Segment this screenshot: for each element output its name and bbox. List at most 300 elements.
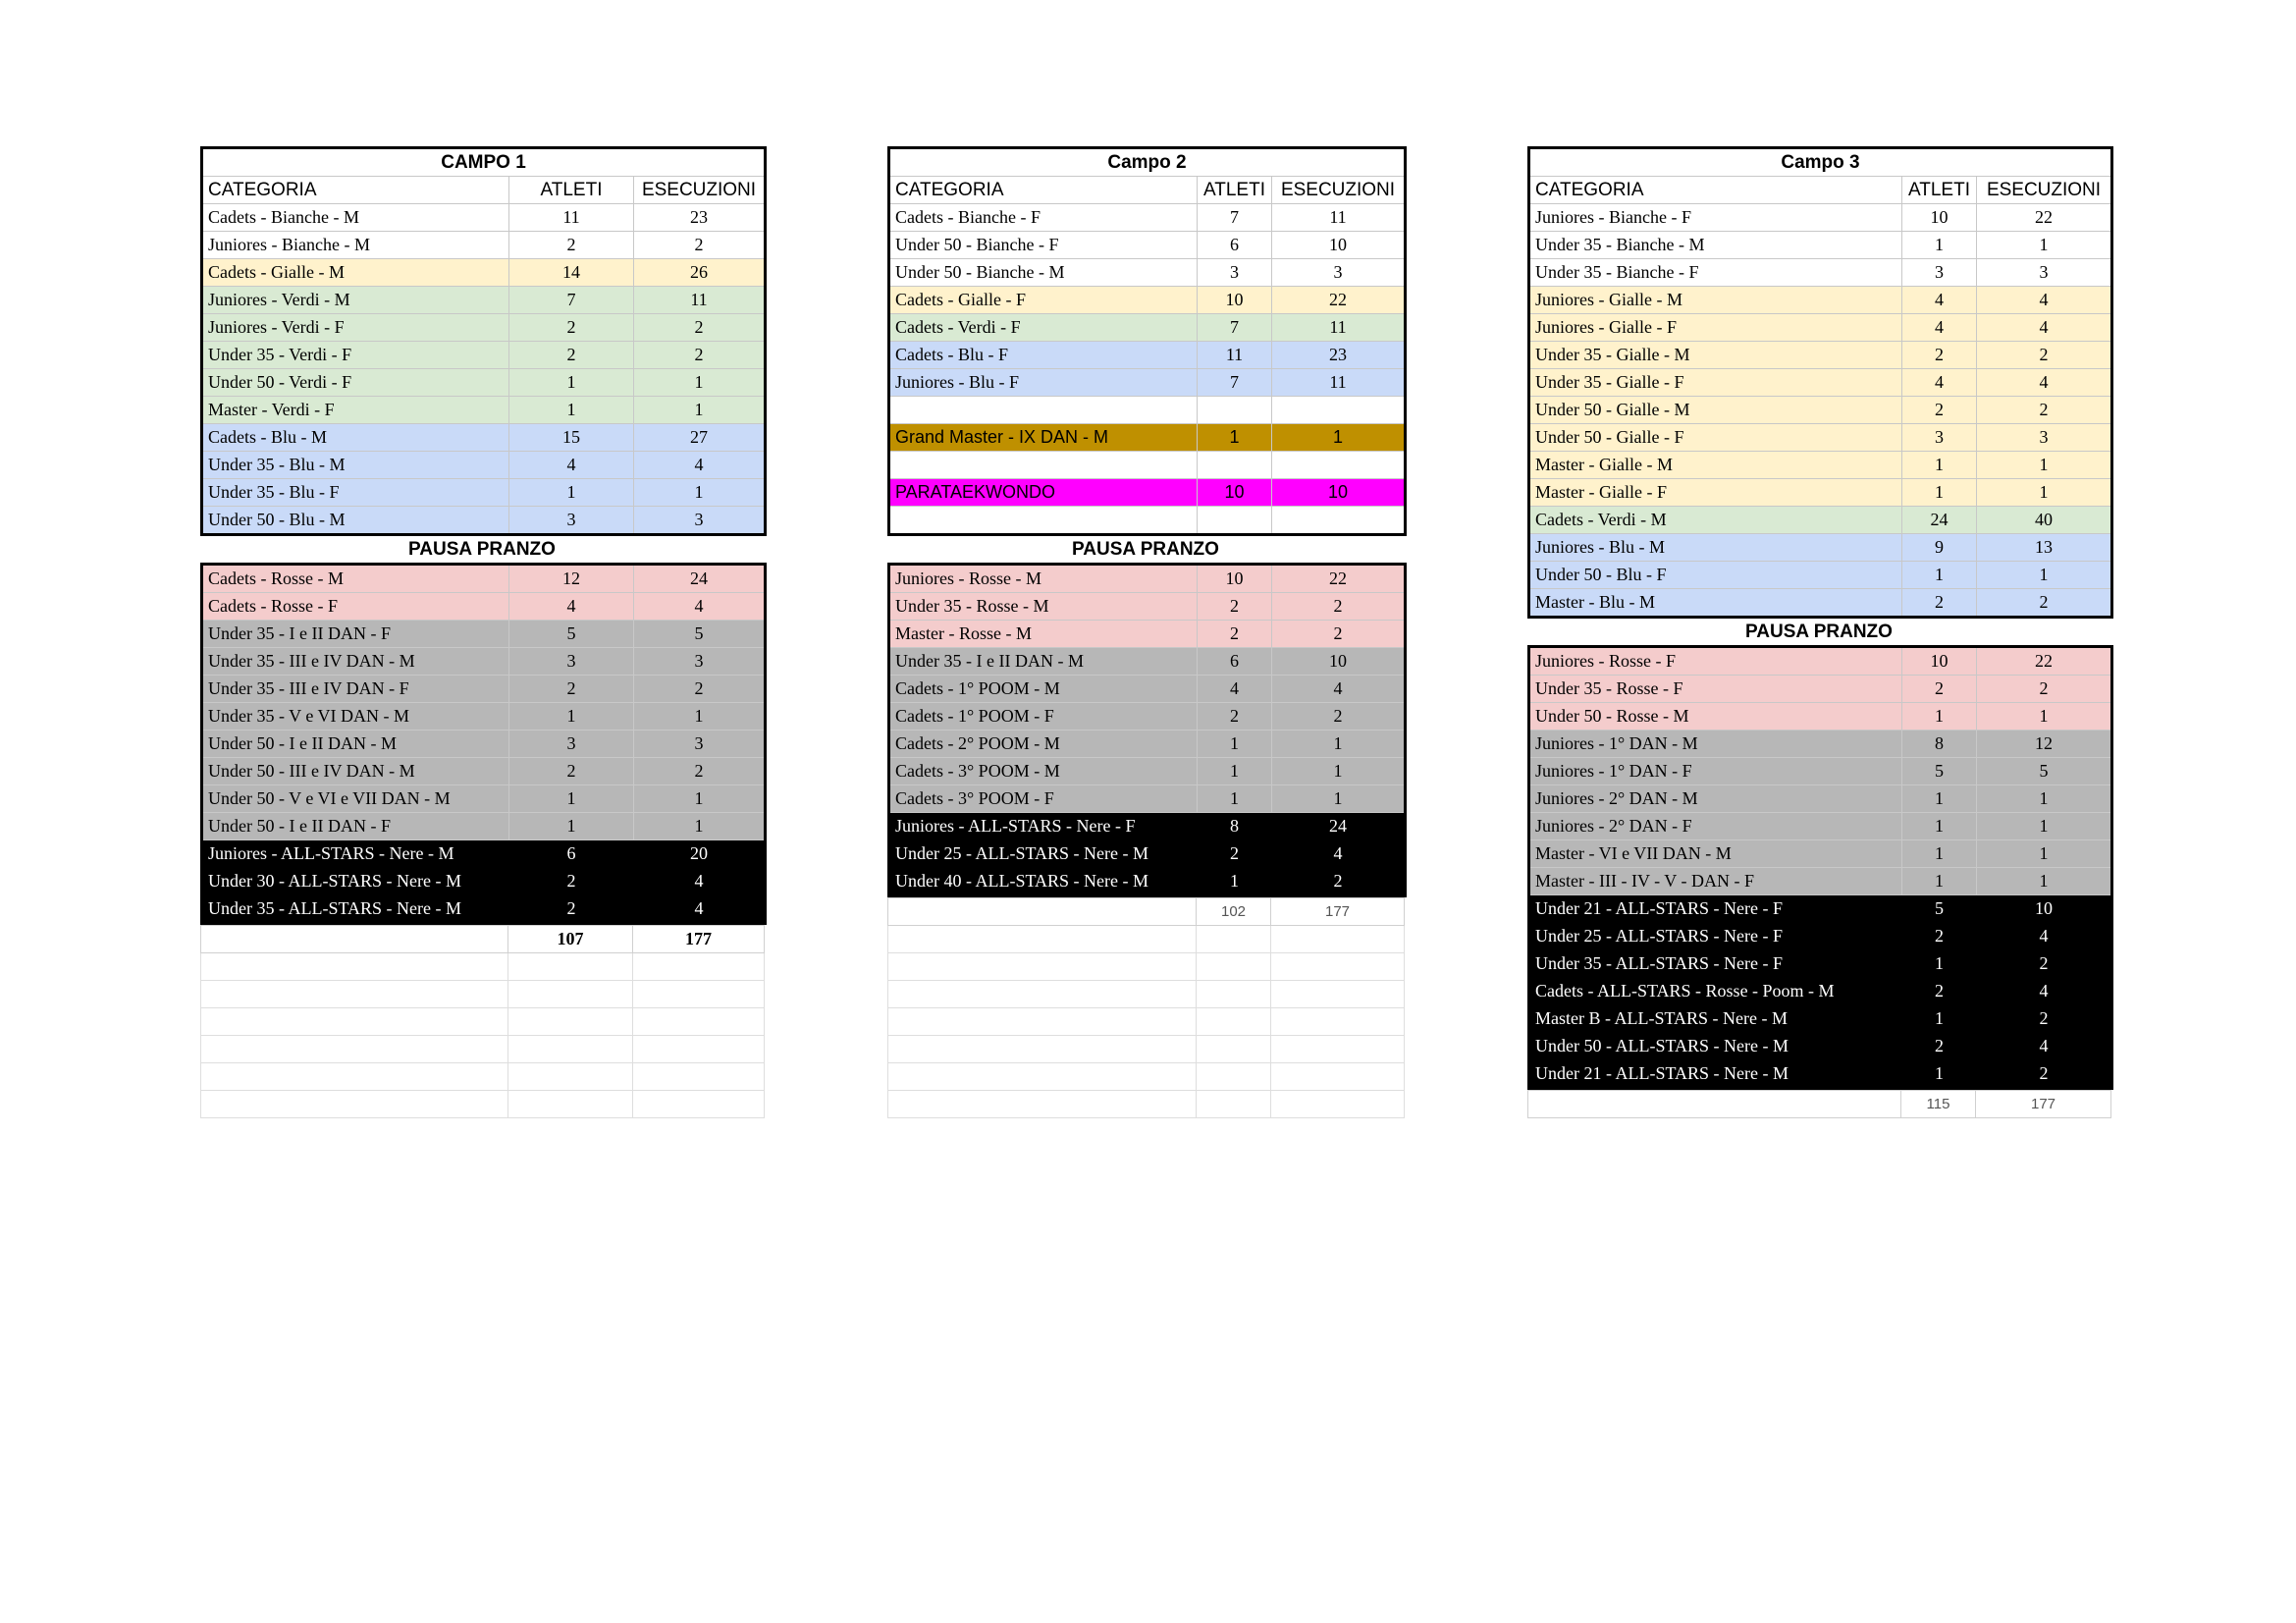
table-row: [889, 204, 1406, 232]
table-row: [889, 342, 1406, 369]
esecuzioni-cell: 5: [1977, 758, 2112, 785]
atleti-cell: 8: [1198, 813, 1272, 840]
category-cell: [889, 397, 1198, 424]
campo-2-morning-table: [887, 146, 1407, 536]
category-cell: Cadets - Bianche - M: [202, 204, 509, 232]
atleti-cell: 15: [509, 424, 634, 452]
esecuzioni-cell: 4: [1977, 314, 2112, 342]
esecuzioni-cell: 2: [634, 232, 766, 259]
esecuzioni-cell: [1272, 507, 1406, 535]
category-cell: Juniores - Bianche - M: [202, 232, 509, 259]
table-row: [889, 232, 1406, 259]
category-cell: Under 35 - ALL-STARS - Nere - M: [202, 895, 509, 924]
campo-2-afternoon-table: [887, 563, 1407, 897]
esecuzioni-cell: 3: [1272, 259, 1406, 287]
esecuzioni-cell: 1: [1977, 868, 2112, 895]
esecuzioni-cell: 2: [634, 676, 766, 703]
atleti-cell: 1: [1902, 868, 1977, 895]
table-row: [1529, 758, 2112, 785]
table-row: [1529, 287, 2112, 314]
atleti-cell: 2: [1198, 593, 1272, 621]
esecuzioni-cell: 27: [634, 424, 766, 452]
category-cell: Under 35 - Bianche - M: [1529, 232, 1902, 259]
category-cell: Under 35 - I e II DAN - M: [889, 648, 1198, 676]
category-cell: PARATAEKWONDO: [889, 479, 1198, 507]
esecuzioni-cell: 22: [1977, 647, 2112, 676]
table-row: [202, 565, 766, 593]
campo-3-afternoon-table: [1527, 645, 2113, 1090]
category-cell: Juniores - 1° DAN - M: [1529, 730, 1902, 758]
atleti-cell: 3: [509, 730, 634, 758]
esecuzioni-cell: 1: [1977, 840, 2112, 868]
campo-3-pausa-pranzo: PAUSA PRANZO: [1745, 622, 1893, 642]
header-categoria: CATEGORIA: [889, 177, 1198, 204]
table-row: [1529, 703, 2112, 730]
campo-3-schedule: [1527, 146, 2113, 1118]
esecuzioni-cell: 1: [634, 397, 766, 424]
table-row: [889, 813, 1406, 840]
esecuzioni-cell: 2: [1977, 1060, 2112, 1089]
atleti-cell: 9: [1902, 534, 1977, 562]
campo-1-morning-table: [200, 146, 767, 536]
table-row: [889, 676, 1406, 703]
table-row: [1529, 895, 2112, 923]
table-row: [889, 868, 1406, 896]
esecuzioni-cell: 4: [634, 452, 766, 479]
esecuzioni-cell: 1: [634, 785, 766, 813]
category-cell: Cadets - Gialle - M: [202, 259, 509, 287]
table-row: [202, 204, 766, 232]
table-row: [889, 259, 1406, 287]
esecuzioni-cell: 2: [1977, 342, 2112, 369]
atleti-cell: 3: [1902, 259, 1977, 287]
esecuzioni-cell: 4: [1272, 676, 1406, 703]
atleti-cell: 1: [1902, 479, 1977, 507]
category-cell: Master B - ALL-STARS - Nere - M: [1529, 1005, 1902, 1033]
table-row: [1529, 868, 2112, 895]
esecuzioni-cell: 4: [634, 868, 766, 895]
table-row: [1529, 534, 2112, 562]
table-row: [202, 452, 766, 479]
category-cell: Under 50 - V e VI e VII DAN - M: [202, 785, 509, 813]
campo-1-schedule: [200, 146, 767, 1118]
atleti-cell: 2: [509, 868, 634, 895]
category-cell: Cadets - Blu - M: [202, 424, 509, 452]
category-cell: Juniores - Blu - M: [1529, 534, 1902, 562]
esecuzioni-cell: 4: [634, 895, 766, 924]
campo-3-totals: [1527, 1090, 2111, 1118]
esecuzioni-cell: 3: [1977, 424, 2112, 452]
atleti-cell: 1: [509, 397, 634, 424]
total-label-empty: [1528, 1091, 1901, 1118]
table-row: [202, 369, 766, 397]
table-row: [889, 507, 1406, 535]
table-row: [202, 593, 766, 621]
esecuzioni-cell: 3: [634, 507, 766, 535]
category-cell: Cadets - 1° POOM - F: [889, 703, 1198, 730]
table-row: [1529, 452, 2112, 479]
category-cell: Under 50 - Gialle - M: [1529, 397, 1902, 424]
atleti-cell: 2: [1902, 1033, 1977, 1060]
header-esecuzioni: ESECUZIONI: [1977, 177, 2112, 204]
table-row: [889, 424, 1406, 452]
esecuzioni-cell: 4: [1977, 1033, 2112, 1060]
atleti-cell: 1: [1902, 785, 1977, 813]
total-esecuzioni: 177: [1976, 1091, 2111, 1118]
category-cell: Under 35 - III e IV DAN - M: [202, 648, 509, 676]
atleti-cell: 2: [1198, 840, 1272, 868]
atleti-cell: 8: [1902, 730, 1977, 758]
atleti-cell: 4: [1198, 676, 1272, 703]
esecuzioni-cell: 3: [1977, 259, 2112, 287]
table-row: [1529, 369, 2112, 397]
esecuzioni-cell: 3: [634, 648, 766, 676]
esecuzioni-cell: 2: [634, 342, 766, 369]
campo-1-pausa-pranzo: PAUSA PRANZO: [408, 539, 556, 560]
esecuzioni-cell: 40: [1977, 507, 2112, 534]
category-cell: Under 35 - Verdi - F: [202, 342, 509, 369]
table-row: [889, 785, 1406, 813]
campo-2-morning-rows: [889, 204, 1406, 535]
campo-1-totals: [200, 925, 765, 1118]
atleti-cell: 2: [1902, 923, 1977, 950]
esecuzioni-cell: 13: [1977, 534, 2112, 562]
atleti-cell: 1: [509, 369, 634, 397]
category-cell: Under 21 - ALL-STARS - Nere - M: [1529, 1060, 1902, 1089]
campo-2-afternoon-rows: [889, 565, 1406, 896]
atleti-cell: 2: [509, 758, 634, 785]
campo-2-schedule: [887, 146, 1407, 1118]
category-cell: Juniores - Verdi - F: [202, 314, 509, 342]
header-atleti: ATLETI: [1902, 177, 1977, 204]
esecuzioni-cell: 1: [1272, 758, 1406, 785]
atleti-cell: 2: [509, 676, 634, 703]
category-cell: Under 50 - Gialle - F: [1529, 424, 1902, 452]
table-row: [1529, 204, 2112, 232]
category-cell: Cadets - Rosse - M: [202, 565, 509, 593]
esecuzioni-cell: [1272, 452, 1406, 479]
esecuzioni-cell: 22: [1272, 287, 1406, 314]
atleti-cell: 1: [1198, 730, 1272, 758]
atleti-cell: 1: [1902, 703, 1977, 730]
atleti-cell: 4: [1902, 369, 1977, 397]
campo-2-title: Campo 2: [889, 148, 1406, 177]
category-cell: Cadets - 2° POOM - M: [889, 730, 1198, 758]
esecuzioni-cell: [1272, 397, 1406, 424]
atleti-cell: 1: [1902, 452, 1977, 479]
atleti-cell: [1198, 452, 1272, 479]
header-atleti: ATLETI: [1198, 177, 1272, 204]
atleti-cell: [1198, 397, 1272, 424]
atleti-cell: 3: [509, 507, 634, 535]
table-row: [202, 342, 766, 369]
category-cell: Cadets - Rosse - F: [202, 593, 509, 621]
atleti-cell: 1: [1902, 1005, 1977, 1033]
atleti-cell: [1198, 507, 1272, 535]
table-row: [889, 369, 1406, 397]
table-row: [202, 785, 766, 813]
category-cell: Juniores - 2° DAN - M: [1529, 785, 1902, 813]
esecuzioni-cell: 1: [1977, 785, 2112, 813]
category-cell: Under 50 - III e IV DAN - M: [202, 758, 509, 785]
table-row: [202, 314, 766, 342]
table-row: [1529, 647, 2112, 676]
table-row: [1529, 730, 2112, 758]
table-row: [202, 813, 766, 840]
category-cell: Under 35 - Gialle - M: [1529, 342, 1902, 369]
atleti-cell: 6: [509, 840, 634, 868]
total-atleti: 102: [1197, 898, 1271, 926]
category-cell: Cadets - Verdi - F: [889, 314, 1198, 342]
table-row: [202, 895, 766, 924]
category-cell: Master - Rosse - M: [889, 621, 1198, 648]
atleti-cell: 2: [509, 232, 634, 259]
esecuzioni-cell: 2: [634, 314, 766, 342]
esecuzioni-cell: 22: [1272, 565, 1406, 593]
category-cell: Master - Gialle - M: [1529, 452, 1902, 479]
category-cell: Under 50 - Bianche - F: [889, 232, 1198, 259]
category-cell: Juniores - Bianche - F: [1529, 204, 1902, 232]
esecuzioni-cell: 3: [634, 730, 766, 758]
atleti-cell: 1: [1198, 868, 1272, 896]
atleti-cell: 7: [1198, 314, 1272, 342]
esecuzioni-cell: 10: [1272, 232, 1406, 259]
table-row: [1529, 232, 2112, 259]
atleti-cell: 2: [1198, 621, 1272, 648]
table-row: [202, 703, 766, 730]
category-cell: Under 35 - ALL-STARS - Nere - F: [1529, 950, 1902, 978]
esecuzioni-cell: 4: [634, 593, 766, 621]
table-row: [1529, 813, 2112, 840]
atleti-cell: 4: [1902, 287, 1977, 314]
category-cell: Under 50 - Rosse - M: [1529, 703, 1902, 730]
atleti-cell: 1: [1198, 785, 1272, 813]
atleti-cell: 4: [1902, 314, 1977, 342]
category-cell: Under 50 - Bianche - M: [889, 259, 1198, 287]
table-row: [889, 593, 1406, 621]
category-cell: Juniores - ALL-STARS - Nere - M: [202, 840, 509, 868]
esecuzioni-cell: 11: [1272, 314, 1406, 342]
esecuzioni-cell: 11: [1272, 369, 1406, 397]
table-row: [1529, 562, 2112, 589]
table-row: [1529, 589, 2112, 618]
esecuzioni-cell: 4: [1272, 840, 1406, 868]
table-row: [1529, 479, 2112, 507]
category-cell: Cadets - 3° POOM - M: [889, 758, 1198, 785]
table-row: [202, 676, 766, 703]
category-cell: Under 40 - ALL-STARS - Nere - M: [889, 868, 1198, 896]
category-cell: Juniores - Gialle - M: [1529, 287, 1902, 314]
esecuzioni-cell: 2: [1977, 1005, 2112, 1033]
campo-1-morning-rows: [202, 204, 766, 535]
table-row: [1529, 840, 2112, 868]
atleti-cell: 3: [1198, 259, 1272, 287]
esecuzioni-cell: 24: [1272, 813, 1406, 840]
atleti-cell: 10: [1902, 647, 1977, 676]
table-row: [1529, 397, 2112, 424]
atleti-cell: 1: [1902, 562, 1977, 589]
atleti-cell: 1: [1198, 424, 1272, 452]
table-row: [1529, 923, 2112, 950]
esecuzioni-cell: 4: [1977, 978, 2112, 1005]
campo-3-morning-rows: [1529, 204, 2112, 618]
table-row: [889, 758, 1406, 785]
atleti-cell: 7: [1198, 369, 1272, 397]
atleti-cell: 4: [509, 452, 634, 479]
category-cell: [889, 452, 1198, 479]
esecuzioni-cell: 1: [1977, 813, 2112, 840]
table-row: [1529, 950, 2112, 978]
atleti-cell: 7: [509, 287, 634, 314]
header-categoria: CATEGORIA: [202, 177, 509, 204]
table-row: [889, 452, 1406, 479]
atleti-cell: 14: [509, 259, 634, 287]
table-row: [202, 397, 766, 424]
category-cell: Under 35 - I e II DAN - F: [202, 621, 509, 648]
esecuzioni-cell: 10: [1977, 895, 2112, 923]
esecuzioni-cell: 2: [1977, 676, 2112, 703]
campo-2-pausa-pranzo: PAUSA PRANZO: [1072, 539, 1219, 560]
atleti-cell: 1: [1902, 840, 1977, 868]
category-cell: Master - III - IV - V - DAN - F: [1529, 868, 1902, 895]
category-cell: Under 35 - III e IV DAN - F: [202, 676, 509, 703]
category-cell: Cadets - 1° POOM - M: [889, 676, 1198, 703]
category-cell: Juniores - 2° DAN - F: [1529, 813, 1902, 840]
esecuzioni-cell: 2: [1272, 703, 1406, 730]
atleti-cell: 2: [1902, 978, 1977, 1005]
total-esecuzioni: 177: [633, 926, 765, 953]
table-row: [1529, 314, 2112, 342]
header-categoria: CATEGORIA: [1529, 177, 1902, 204]
atleti-cell: 24: [1902, 507, 1977, 534]
atleti-cell: 3: [509, 648, 634, 676]
esecuzioni-cell: 4: [1977, 287, 2112, 314]
atleti-cell: 5: [1902, 895, 1977, 923]
esecuzioni-cell: 1: [1272, 730, 1406, 758]
table-row: [202, 479, 766, 507]
table-row: [1529, 1005, 2112, 1033]
table-row: [889, 479, 1406, 507]
esecuzioni-cell: 2: [1272, 868, 1406, 896]
table-row: [1529, 507, 2112, 534]
table-row: [1529, 785, 2112, 813]
table-row: [1529, 1060, 2112, 1089]
table-row: [202, 287, 766, 314]
esecuzioni-cell: 1: [1272, 785, 1406, 813]
esecuzioni-cell: 2: [1977, 950, 2112, 978]
atleti-cell: 4: [509, 593, 634, 621]
total-label-empty: [201, 926, 508, 953]
category-cell: Master - Blu - M: [1529, 589, 1902, 618]
esecuzioni-cell: 20: [634, 840, 766, 868]
esecuzioni-cell: 1: [1977, 562, 2112, 589]
atleti-cell: 6: [1198, 648, 1272, 676]
atleti-cell: 2: [1902, 397, 1977, 424]
atleti-cell: 1: [1198, 758, 1272, 785]
category-cell: Cadets - Gialle - F: [889, 287, 1198, 314]
total-atleti: 107: [508, 926, 633, 953]
atleti-cell: 1: [509, 479, 634, 507]
category-cell: [889, 507, 1198, 535]
atleti-cell: 1: [1902, 950, 1977, 978]
table-row: [889, 840, 1406, 868]
category-cell: Juniores - Rosse - M: [889, 565, 1198, 593]
esecuzioni-cell: 11: [634, 287, 766, 314]
table-row: [889, 397, 1406, 424]
table-row: [1529, 259, 2112, 287]
header-atleti: ATLETI: [509, 177, 634, 204]
category-cell: Under 25 - ALL-STARS - Nere - M: [889, 840, 1198, 868]
category-cell: Under 35 - Blu - F: [202, 479, 509, 507]
table-row: [889, 730, 1406, 758]
table-row: [1529, 342, 2112, 369]
table-row: [202, 259, 766, 287]
header-esecuzioni: ESECUZIONI: [1272, 177, 1406, 204]
atleti-cell: 1: [1902, 813, 1977, 840]
table-row: [1529, 978, 2112, 1005]
table-row: [889, 314, 1406, 342]
esecuzioni-cell: 12: [1977, 730, 2112, 758]
category-cell: Cadets - ALL-STARS - Rosse - Poom - M: [1529, 978, 1902, 1005]
category-cell: Juniores - 1° DAN - F: [1529, 758, 1902, 785]
esecuzioni-cell: 2: [1977, 397, 2112, 424]
atleti-cell: 2: [509, 895, 634, 924]
category-cell: Cadets - 3° POOM - F: [889, 785, 1198, 813]
category-cell: Under 30 - ALL-STARS - Nere - M: [202, 868, 509, 895]
total-esecuzioni: 177: [1271, 898, 1405, 926]
table-row: [202, 868, 766, 895]
esecuzioni-cell: 23: [1272, 342, 1406, 369]
category-cell: Master - Verdi - F: [202, 397, 509, 424]
atleti-cell: 1: [509, 703, 634, 730]
category-cell: Under 50 - I e II DAN - F: [202, 813, 509, 840]
atleti-cell: 2: [1902, 342, 1977, 369]
table-row: [202, 621, 766, 648]
table-row: [889, 287, 1406, 314]
atleti-cell: 11: [1198, 342, 1272, 369]
table-row: [889, 703, 1406, 730]
esecuzioni-cell: 2: [1272, 621, 1406, 648]
table-row: [202, 840, 766, 868]
category-cell: Under 35 - Blu - M: [202, 452, 509, 479]
esecuzioni-cell: 1: [634, 813, 766, 840]
atleti-cell: 6: [1198, 232, 1272, 259]
esecuzioni-cell: 1: [1977, 232, 2112, 259]
category-cell: Under 21 - ALL-STARS - Nere - F: [1529, 895, 1902, 923]
esecuzioni-cell: 10: [1272, 479, 1406, 507]
category-cell: Juniores - Blu - F: [889, 369, 1198, 397]
esecuzioni-cell: 1: [1977, 479, 2112, 507]
atleti-cell: 5: [1902, 758, 1977, 785]
category-cell: Cadets - Blu - F: [889, 342, 1198, 369]
category-cell: Under 50 - I e II DAN - M: [202, 730, 509, 758]
total-label-empty: [888, 898, 1197, 926]
atleti-cell: 3: [1902, 424, 1977, 452]
esecuzioni-cell: 26: [634, 259, 766, 287]
category-cell: Juniores - Verdi - M: [202, 287, 509, 314]
esecuzioni-cell: 22: [1977, 204, 2112, 232]
category-cell: Under 35 - Rosse - F: [1529, 676, 1902, 703]
header-esecuzioni: ESECUZIONI: [634, 177, 766, 204]
atleti-cell: 1: [1902, 1060, 1977, 1089]
table-row: [202, 758, 766, 785]
esecuzioni-cell: 23: [634, 204, 766, 232]
atleti-cell: 2: [509, 342, 634, 369]
atleti-cell: 10: [1902, 204, 1977, 232]
category-cell: Under 50 - Verdi - F: [202, 369, 509, 397]
esecuzioni-cell: 5: [634, 621, 766, 648]
category-cell: Under 35 - Gialle - F: [1529, 369, 1902, 397]
